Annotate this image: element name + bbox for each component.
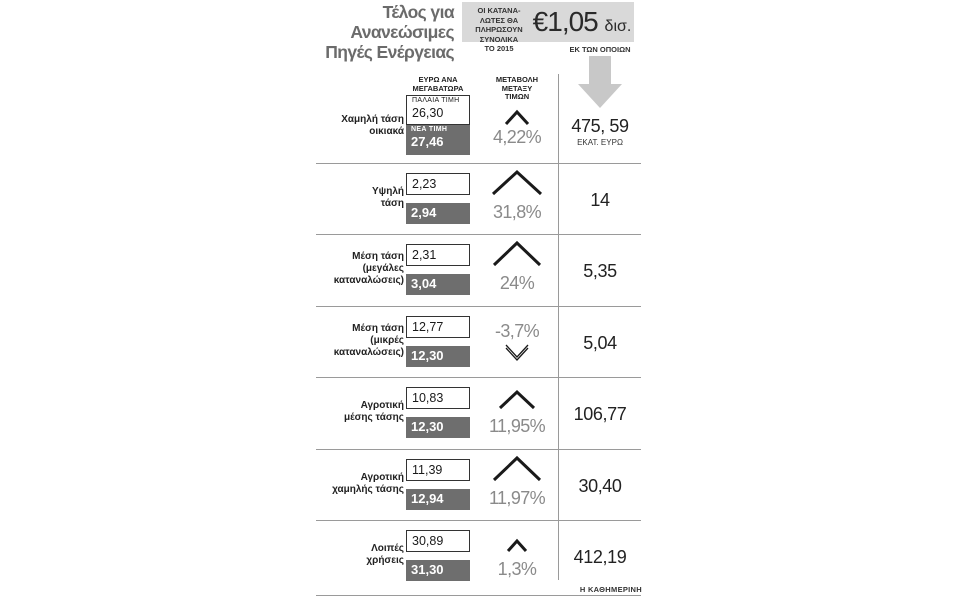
old-price-legend: ΠΑΛΑΙΑ ΤΙΜΗ xyxy=(412,97,460,104)
change-percent: 11,95% xyxy=(488,416,546,436)
chart-title xyxy=(318,2,454,62)
row-label xyxy=(318,472,404,496)
change-column-header xyxy=(478,76,556,102)
change-percent: 31,8% xyxy=(492,202,542,222)
price-column-header xyxy=(406,76,470,93)
chevron-up-shape xyxy=(508,541,526,551)
title-line: Τέλος για xyxy=(382,2,454,22)
old-price-box xyxy=(406,244,470,266)
new-price-box xyxy=(406,346,470,367)
old-price-box xyxy=(406,530,470,552)
title-line: Πηγές Ενέργειας xyxy=(325,42,454,62)
new-price-value: 12,94 xyxy=(411,491,444,506)
amount-value: 30,40 xyxy=(578,476,622,496)
amount-value: 5,04 xyxy=(583,333,617,353)
chevron-up-shape xyxy=(493,172,541,194)
summary-unit: δισ. xyxy=(604,18,632,35)
header-line: ΤΙΜΩΝ xyxy=(504,92,530,101)
bottom-rule xyxy=(316,595,641,596)
amount-value: 475, 59 xyxy=(571,116,629,136)
chevron-up-shape xyxy=(494,458,540,480)
row-label xyxy=(318,251,404,287)
row-label xyxy=(318,543,404,567)
change-percent: 4,22% xyxy=(492,127,542,147)
new-price-box xyxy=(406,125,470,155)
row-label-line: χαμηλής τάσης xyxy=(332,483,404,495)
new-price-box xyxy=(406,203,470,224)
chevron-up-icon xyxy=(503,109,531,127)
change-percent: -3,7% xyxy=(494,321,540,341)
new-price-box xyxy=(406,417,470,438)
summary-note-line: ΟΙ ΚΑΤΑΝΑ- xyxy=(477,6,521,15)
row-divider xyxy=(316,234,641,235)
row-label-line: Μέση τάση xyxy=(352,250,404,262)
row-label xyxy=(318,400,404,424)
change-percent: 1,3% xyxy=(497,559,537,579)
row-label xyxy=(318,323,404,359)
summary-note-line: ΛΩΤΕΣ ΘΑ xyxy=(479,15,519,25)
row-label-line: μέσης τάσης xyxy=(343,411,404,423)
summary-note xyxy=(468,6,530,54)
summary-note-line: ΣΥΝΟΛΙΚΑ xyxy=(479,34,519,44)
new-price-value: 31,30 xyxy=(411,562,444,577)
row-label-line: καταναλώσεις) xyxy=(333,274,404,286)
amount-value: 106,77 xyxy=(573,404,627,424)
old-price-box xyxy=(406,387,470,409)
new-price-legend: ΝΕΑ ΤΙΜΗ xyxy=(411,126,448,133)
row-label-line: Μέση τάση xyxy=(352,322,404,334)
new-price-value: 12,30 xyxy=(411,419,444,434)
down-arrow-shape xyxy=(578,56,622,108)
new-price-box xyxy=(406,560,470,581)
row-divider xyxy=(316,163,641,164)
column-divider xyxy=(558,74,559,580)
old-price-box xyxy=(406,95,470,125)
summary-note-line: ΤΟ 2015 xyxy=(484,44,514,53)
amount-value: 412,19 xyxy=(573,547,627,567)
summary-subtext: ΕΚ ΤΩΝ ΟΠΟΙΩΝ xyxy=(569,45,631,54)
chevron-down-icon xyxy=(503,345,531,363)
old-price-value: 30,89 xyxy=(412,534,444,548)
chevron-up-icon xyxy=(497,389,537,411)
amount-unit: ΕΚΑΤ. ΕΥΡΩ xyxy=(577,138,623,147)
new-price-box xyxy=(406,274,470,295)
header-line: ΜΕΓΑΒΑΤΩΡΑ xyxy=(412,83,464,93)
row-label-line: οικιακά xyxy=(369,125,404,137)
down-arrow-icon xyxy=(578,56,622,108)
header-line: ΜΕΤΑΞΥ xyxy=(501,83,533,93)
old-price-value: 26,30 xyxy=(412,106,444,120)
chevron-up-icon xyxy=(491,455,543,483)
old-price-value: 10,83 xyxy=(412,391,444,405)
new-price-value: 12,30 xyxy=(411,348,444,363)
row-label-line: Λοιπές xyxy=(371,542,404,554)
new-price-value: 3,04 xyxy=(411,276,437,291)
old-price-value: 11,39 xyxy=(412,463,443,477)
row-label-line: (μικρές xyxy=(370,334,404,346)
row-divider xyxy=(316,449,641,450)
row-divider xyxy=(316,377,641,378)
row-label xyxy=(318,186,404,210)
row-label-line: Αγροτική xyxy=(360,471,404,483)
row-divider xyxy=(316,306,641,307)
chevron-up-icon xyxy=(505,538,529,554)
title-line: Ανανεώσιμες xyxy=(350,22,454,42)
header-line: ΕΥΡΩ ΑΝΑ xyxy=(418,75,458,84)
summary-note-line: ΠΛΗΡΩΣΟΥΝ xyxy=(475,25,523,34)
source-credit: Η ΚΑΘΗΜΕΡΙΝΗ xyxy=(579,585,642,594)
row-label-line: καταναλώσεις) xyxy=(333,346,404,358)
amount-value: 5,35 xyxy=(583,261,617,281)
summary-total xyxy=(530,3,634,46)
chevron-up-icon xyxy=(490,169,544,197)
old-price-box xyxy=(406,173,470,195)
chevron-up-shape xyxy=(500,392,534,408)
new-price-value: 2,94 xyxy=(411,205,437,220)
old-price-box xyxy=(406,459,470,481)
row-label-line: Υψηλή xyxy=(372,185,404,197)
row-label-line: Αγροτική xyxy=(360,399,404,411)
header-line: ΜΕΤΑΒΟΛΗ xyxy=(495,75,539,84)
change-percent: 24% xyxy=(499,273,535,293)
row-label-line: χρήσεις xyxy=(366,554,404,566)
chevron-up-shape xyxy=(506,112,528,124)
row-label-line: τάση xyxy=(380,197,404,209)
chevron-up-shape xyxy=(494,243,540,265)
old-price-value: 12,77 xyxy=(412,320,444,334)
new-price-box xyxy=(406,489,470,510)
summary-value: €1,05 xyxy=(532,6,598,37)
new-price-value: 27,46 xyxy=(411,134,444,149)
row-label xyxy=(318,114,404,138)
row-label-line: Χαμηλή τάση xyxy=(341,113,404,125)
amount-value: 14 xyxy=(590,190,610,210)
old-price-box xyxy=(406,316,470,338)
old-price-value: 2,23 xyxy=(412,177,437,191)
row-divider xyxy=(316,520,641,521)
row-label-line: (μεγάλες xyxy=(362,262,404,274)
chevron-up-icon xyxy=(491,240,543,268)
chevron-down-shape xyxy=(506,348,528,360)
change-percent: 11,97% xyxy=(488,488,546,508)
old-price-value: 2,31 xyxy=(412,248,437,262)
